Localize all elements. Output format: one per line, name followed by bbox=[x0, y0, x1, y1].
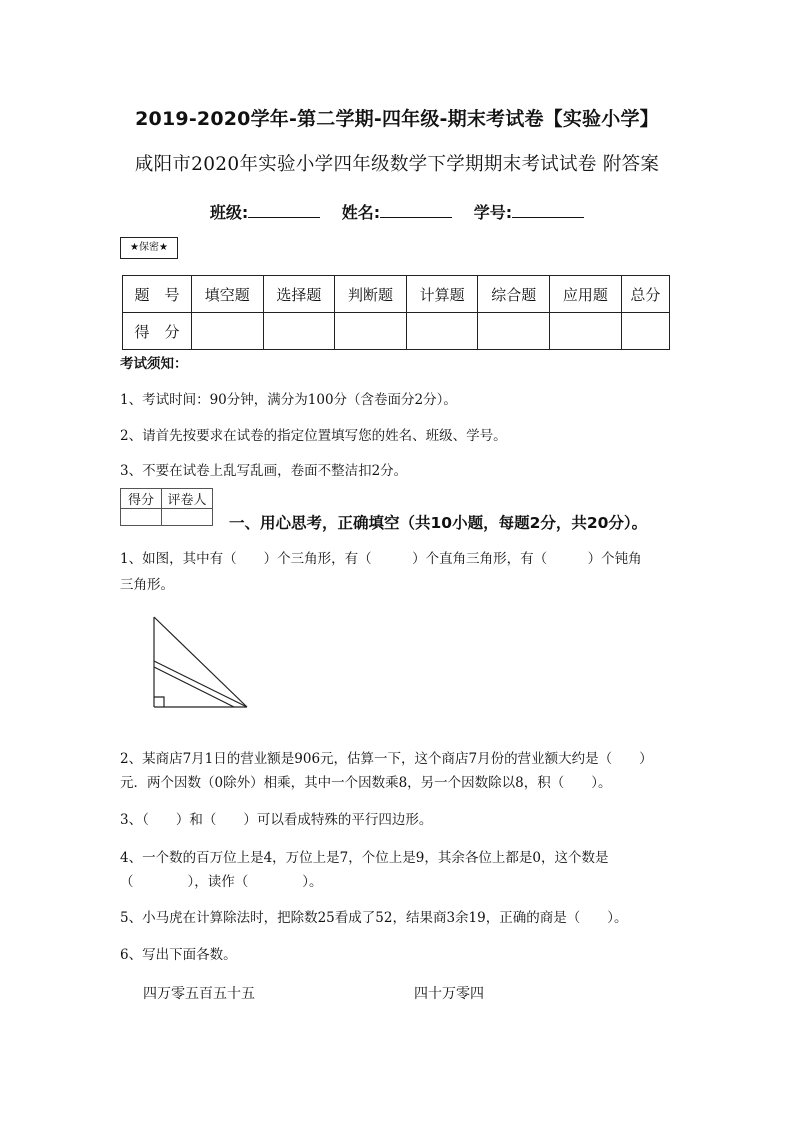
score-cell[interactable] bbox=[335, 313, 407, 350]
question-2-line2: 元．两个因数（0除外）相乘，其中一个因数乘8，另一个因数除以8，积（ ）。 bbox=[120, 775, 612, 791]
notice-item: 2、请首先按要求在试卷的指定位置填写您的姓名、班级、学号。 bbox=[120, 428, 507, 444]
class-label: 班级: bbox=[209, 203, 249, 222]
class-blank[interactable] bbox=[248, 203, 320, 218]
score-header-cell: 判断题 bbox=[335, 276, 407, 313]
question-4-line1: 4、一个数的百万位上是4，万位上是7，个位上是9，其余各位上都是0，这个数是 bbox=[120, 850, 609, 866]
notice-item: 3、不要在试卷上乱写乱画，卷面不整洁扣2分。 bbox=[120, 463, 408, 479]
name-label: 姓名: bbox=[341, 203, 381, 222]
figure-hypotenuse bbox=[154, 617, 247, 707]
score-header-cell: 应用题 bbox=[550, 276, 622, 313]
right-angle-mark bbox=[154, 697, 164, 707]
question-5: 5、小马虎在计算除法时，把除数25看成了52，结果商3余19，正确的商是（ ）。 bbox=[120, 910, 628, 926]
confidential-badge: ★保密★ bbox=[120, 237, 178, 259]
notice-heading: 考试须知： bbox=[120, 356, 188, 372]
score-cell[interactable] bbox=[263, 313, 335, 350]
question-6: 6、写出下面各数。 bbox=[120, 947, 237, 963]
score-header-cell: 综合题 bbox=[478, 276, 550, 313]
score-header-cell: 总分 bbox=[621, 276, 669, 313]
student-id-label: 学号: bbox=[473, 203, 513, 222]
name-blank[interactable] bbox=[380, 203, 452, 218]
score-header-cell: 选择题 bbox=[263, 276, 335, 313]
student-id-blank[interactable] bbox=[512, 203, 584, 218]
figure-inner-line-upper bbox=[154, 661, 247, 707]
student-id-field bbox=[474, 200, 584, 223]
score-cell[interactable] bbox=[478, 313, 550, 350]
score-cell[interactable] bbox=[406, 313, 478, 350]
grader-name-label: 评卷人 bbox=[162, 489, 213, 509]
score-cell[interactable] bbox=[550, 313, 622, 350]
score-header-cell: 填空题 bbox=[192, 276, 264, 313]
notice-item: 1、考试时间：90分钟，满分为100分（含卷面分2分）。 bbox=[120, 392, 457, 408]
question-3: 3、（ ）和（ ）可以看成特殊的平行四边形。 bbox=[120, 812, 433, 828]
grader-name-cell[interactable] bbox=[162, 509, 213, 526]
score-table-score-row bbox=[123, 313, 670, 350]
grader-score-cell[interactable] bbox=[121, 509, 162, 526]
grader-score-label: 得分 bbox=[121, 489, 162, 509]
number-word-item: 四万零五百五十五 bbox=[143, 986, 255, 1002]
number-word-item: 四十万零四 bbox=[414, 986, 484, 1002]
score-row-label: 得 分 bbox=[123, 313, 192, 350]
question-2-line1: 2、某商店7月1日的营业额是906元，估算一下，这个商店7月份的营业额大约是（ ） bbox=[120, 751, 653, 767]
name-field bbox=[342, 200, 452, 223]
figure-inner-line-lower bbox=[154, 667, 234, 707]
class-field bbox=[210, 200, 320, 223]
page-title: 2019-2020学年-第二学期-四年级-期末考试卷【实验小学】 bbox=[135, 108, 659, 130]
score-table-header-row bbox=[123, 276, 670, 313]
score-cell[interactable] bbox=[192, 313, 264, 350]
question-1-line1: 1、如图，其中有（ ）个三角形，有（ ）个直角三角形，有（ ）个钝角 bbox=[120, 551, 642, 567]
score-cell[interactable] bbox=[621, 313, 669, 350]
question-4-line2: （ ），读作（ ）。 bbox=[120, 874, 323, 890]
triangle-figure bbox=[148, 612, 252, 712]
question-1-line2: 三角形。 bbox=[120, 577, 174, 593]
score-table bbox=[122, 275, 670, 350]
student-info-line bbox=[0, 200, 794, 223]
exam-subtitle: 咸阳市2020年实验小学四年级数学下学期期末考试试卷 附答案 bbox=[134, 154, 660, 175]
score-header-cell: 题 号 bbox=[123, 276, 192, 313]
section-heading: 一、用心思考，正确填空（共10小题，每题2分，共20分）。 bbox=[229, 514, 648, 532]
grader-table bbox=[120, 488, 213, 526]
score-header-cell: 计算题 bbox=[406, 276, 478, 313]
